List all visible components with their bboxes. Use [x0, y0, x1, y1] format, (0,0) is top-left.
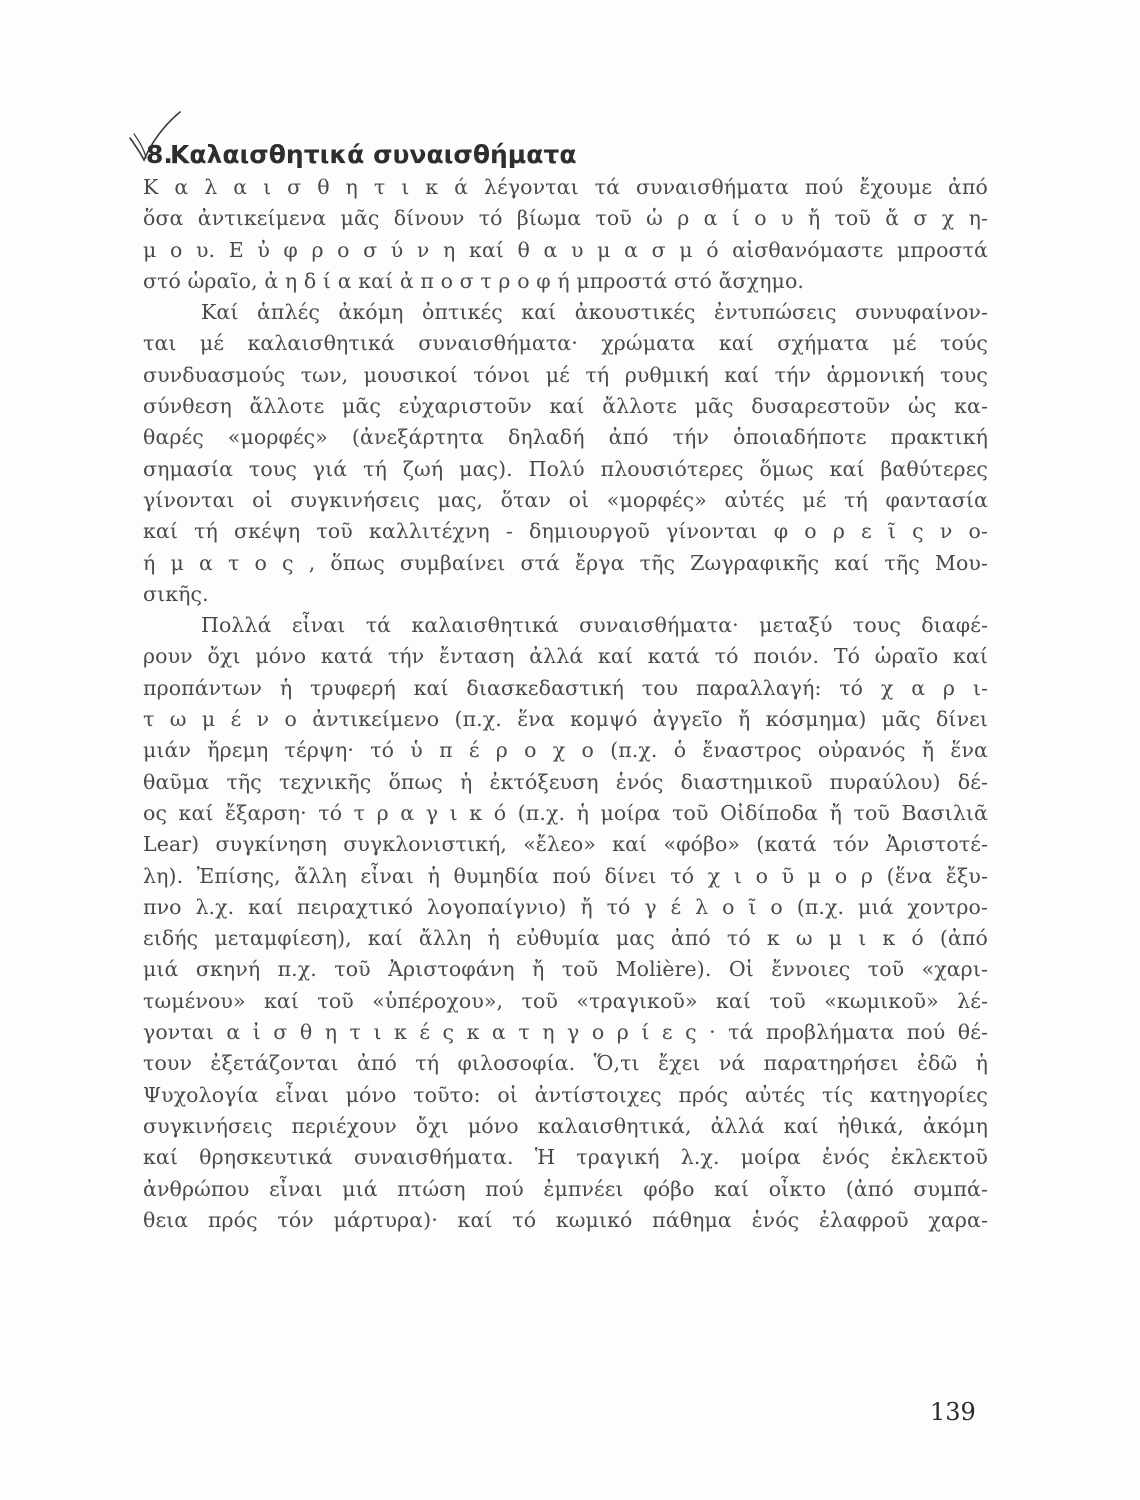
text-line: τ ω μ έ ν ο ἀντικείμενο (π.χ. ἕνα κομψό ἀγγεῖο ἤ κόσμημα) μᾶς δίνει: [143, 707, 988, 732]
text-line: καί θρησκευτικά συναισθήματα. Ἡ τραγική λ.χ. μοίρα ἑνός ἐκλεκτοῦ: [143, 1145, 988, 1170]
text-line: ος καί ἔξαρση· τό τ ρ α γ ι κ ό (π.χ. ἡ μοίρα τοῦ Οἰδίποδα ἤ τοῦ Βασιλιᾶ: [143, 800, 988, 825]
text-line: μιά σκηνή π.χ. τοῦ Ἀριστοφάνη ἤ τοῦ Molière). Οἱ ἔννοιες τοῦ «χαρι-: [143, 957, 988, 982]
section-heading: [140, 128, 1000, 178]
text-line: ή μ α τ ο ς , ὅπως συμβαίνει στά ἔργα τῆς Ζωγραφικῆς καί τῆς Μου-: [143, 550, 988, 575]
text-line: Lear) συγκίνηση συγκλονιστική, «ἔλεο» καί «φόβο» (κατά τόν Ἀριστοτέ-: [143, 832, 988, 857]
text-line: ειδής μεταμφίεση), καί ἄλλη ἡ εὐθυμία μας ἀπό τό κ ω μ ι κ ό (ἀπό: [143, 926, 988, 951]
text-line: συγκινήσεις περιέχουν ὄχι μόνο καλαισθητικά, ἀλλά καί ἠθικά, ἀκόμη: [143, 1113, 988, 1138]
text-line: συνδυασμούς των, μουσικοί τόνοι μέ τή ρυθμική καί τήν ἁρμονική τους: [143, 362, 988, 387]
body-text: [143, 172, 988, 1236]
section-number: 8.: [146, 140, 173, 169]
text-line: πνο λ.χ. καί πειραχτικό λογοπαίγνιο) ἤ τό γ έ λ ο ῖ ο (π.χ. μιά χοντρο-: [143, 894, 988, 919]
text-line: Κ α λ α ι σ θ η τ ι κ ά λέγονται τά συναισθήματα πού ἔχουμε ἀπό: [143, 175, 988, 199]
text-line: σημασία τους γιά τή ζωή μας). Πολύ πλουσιότερες ὅμως καί βαθύτερες: [143, 456, 988, 481]
section-title: Καλαισθητικά συναισθήματα: [170, 140, 577, 169]
text-line: θαῦμα τῆς τεχνικῆς ὅπως ἡ ἐκτόξευση ἑνός διαστημικοῦ πυραύλου) δέ-: [143, 769, 988, 794]
text-line: ρουν ὄχι μόνο κατά τήν ἔνταση ἀλλά καί κατά τό ποιόν. Τό ὡραῖο καί: [143, 644, 988, 669]
text-line: καί τή σκέψη τοῦ καλλιτέχνη - δημιουργοῦ γίνονται φ ο ρ ε ῖ ς ν ο-: [143, 519, 988, 544]
text-line: ὅσα ἀντικείμενα μᾶς δίνουν τό βίωμα τοῦ ὡ ρ α ί ο υ ἤ τοῦ ἄ σ χ η-: [143, 206, 988, 231]
text-line: θεια πρός τόν μάρτυρα)· καί τό κωμικό πάθημα ἑνός ἐλαφροῦ χαρα-: [143, 1207, 988, 1232]
page-number: 139: [930, 1398, 976, 1426]
text-line: λη). Ἐπίσης, ἄλλη εἶναι ἡ θυμηδία πού δίνει τό χ ι ο ῦ μ ο ρ (ἕνα ἔξυ-: [143, 863, 988, 888]
text-line: γίνονται οἱ συγκινήσεις μας, ὅταν οἱ «μορφές» αὐτές μέ τή φαντασία: [143, 487, 988, 512]
text-line: σικῆς.: [143, 581, 209, 606]
text-line: ἀνθρώπου εἶναι μιά πτώση πού ἐμπνέει φόβο καί οἶκτο (ἀπό συμπά-: [143, 1176, 988, 1201]
text-line: τουν ἐξετάζονται ἀπό τή φιλοσοφία. Ὅ,τι ἔχει νά παρατηρήσει ἐδῶ ἡ: [143, 1051, 988, 1076]
text-line: γονται α ἰ σ θ η τ ι κ έ ς κ α τ η γ ο ρ ί ε ς · τά προβλήματα πού θέ-: [143, 1020, 988, 1045]
text-line: μ ο υ. Ε ὐ φ ρ ο σ ύ ν η καί θ α υ μ α σ μ ό αἰσθανόμαστε μπροστά: [143, 237, 988, 262]
text-line: στό ὡραῖο, ἀ η δ ί α καί ἀ π ο σ τ ρ ο φ ή μπροστά στό ἄσχημο.: [143, 268, 805, 293]
text-line: Καί ἁπλές ἀκόμη ὀπτικές καί ἀκουστικές ἐντυπώσεις συνυφαίνον-: [201, 300, 988, 325]
text-line: μιάν ἤρεμη τέρψη· τό ὑ π έ ρ ο χ ο (π.χ. ὁ ἔναστρος οὐρανός ἤ ἕνα: [143, 738, 988, 763]
text-line: ται μέ καλαισθητικά συναισθήματα· χρώματα καί σχήματα μέ τούς: [143, 331, 988, 356]
text-line: θαρές «μορφές» (ἀνεξάρτητα δηλαδή ἀπό τήν ὁποιαδήποτε πρακτική: [143, 425, 988, 450]
text-line: σύνθεση ἄλλοτε μᾶς εὐχαριστοῦν καί ἄλλοτε μᾶς δυσαρεστοῦν ὡς κα-: [143, 394, 988, 419]
text-line: Πολλά εἶναι τά καλαισθητικά συναισθήματα· μεταξύ τους διαφέ-: [201, 613, 988, 638]
text-line: προπάντων ἡ τρυφερή καί διασκεδαστική του παραλλαγή: τό χ α ρ ι-: [143, 675, 988, 700]
text-line: Ψυχολογία εἶναι μόνο τοῦτο: οἱ ἀντίστοιχες πρός αὐτές τίς κατηγορίες: [143, 1082, 988, 1107]
text-line: τωμένου» καί τοῦ «ὑπέροχου», τοῦ «τραγικοῦ» καί τοῦ «κωμικοῦ» λέ-: [143, 988, 988, 1013]
